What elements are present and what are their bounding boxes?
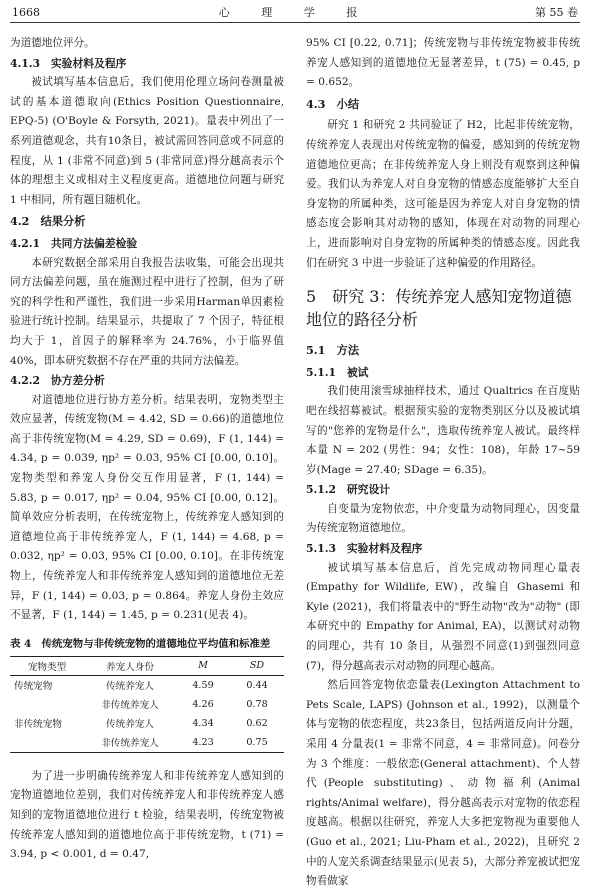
journal-name: 心 理 学 报 xyxy=(218,6,372,19)
section-heading: 5.1 方法 xyxy=(306,343,360,358)
table-cell: 4.59 xyxy=(192,679,214,691)
paragraph: 研究 1 和研究 2 共同验证了 H2，比起非传统宠物，传统养宠人表现出对传统宠物的偏爱，感知到的传统宠物道德地位更高；在非传统养宠人身上则没有观察到这种偏爱。我们认为养宠人对自身宠物的情感态度能够扩大至自身宠物的所属种类，这可能是因为养宠人对自身宠物的情感态度会影响其对动物的感知，体现在对动物的同理心上，进而影响对自身宠物的所属种类的情感态度。因此我们在研究 3 中进一步验证了这种偏爱的作用路径。 xyxy=(306,119,580,269)
page-header xyxy=(10,4,580,23)
volume-number: 第 55 卷 xyxy=(535,6,578,19)
section-heading: 5.1.1 被试 xyxy=(306,365,369,379)
table-cell: 4.34 xyxy=(192,717,214,729)
table-row xyxy=(10,714,284,733)
table-cell xyxy=(10,733,84,753)
column-header: 宠物类型 xyxy=(10,656,84,675)
paragraph: 被试填写基本信息后，首先完成动物同理心量表(Empathy for Wildlife, EW)，改编自 Ghasemi 和 Kyle (2021)，我们将量表中的"野生动物"改为"动物" (即本研究中的 Empathy for Animal, EA)，以测试对动物的同理心，共有 10 条目，从强烈不同意(1)到强烈同意(7)，得分越高表示对动物的同理心越高。 xyxy=(306,561,580,672)
table-cell: 非传统养宠人 xyxy=(84,733,176,753)
column-header: SD xyxy=(230,656,284,675)
paragraph: 为道德地位评分。 xyxy=(10,37,95,49)
column-header: M xyxy=(176,656,230,675)
table-row xyxy=(10,695,284,714)
section-heading: 5.1.3 实验材料及程序 xyxy=(306,542,423,556)
table-cell: 传统养宠人 xyxy=(106,681,154,693)
table-cell: 0.62 xyxy=(246,717,268,729)
study-heading: 5 研究 3：传统养宠人感知宠物道德地位的路径分析 xyxy=(306,287,572,330)
table-row xyxy=(10,675,284,695)
table-cell: 0.75 xyxy=(230,733,284,753)
section-heading: 4.3 小结 xyxy=(306,96,360,111)
table-cell xyxy=(10,695,84,714)
paragraph: 本研究数据全部采用自我报告法收集，可能会出现共同方法偏差问题，虽在施测过程中进行了控制，但为了研究的科学性和严谨性，我们进一步采用Harman单因素检验进行统计控制。结果显示，共提取了 7 个因子，特征根均大于 1，首因子的解释率为 24.76%，小于临界值 40%，即本研究数据不存在严重的共同方法偏差。 xyxy=(10,256,284,367)
table-row xyxy=(10,733,284,753)
table-cell: 非传统养宠人 xyxy=(101,700,159,712)
table-caption: 表 4 传统宠物与非传统宠物的道德地位平均值和标准差 xyxy=(10,637,271,650)
spacer xyxy=(10,753,284,767)
means-table xyxy=(10,656,284,753)
paragraph: 为了进一步明确传统养宠人和非传统养宠人感知到的宠物道德地位差别，我们对传统养宠人和非传统养宠人感知到的宠物道德地位进行 t 检验，结果表明，传统宠物被传统养宠人感知到的道德地位高于非传统宠物，t (71) = 3.94, p < 0.001, d = 0.47, xyxy=(10,769,284,861)
table-cell: 0.78 xyxy=(246,698,268,710)
column-header: 养宠人身份 xyxy=(84,656,176,675)
paragraph: 自变量为宠物依恋，中介变量为动物同理心，因变量为传统宠物道德地位。 xyxy=(306,502,580,535)
section-heading: 5.1.2 研究设计 xyxy=(306,483,391,497)
page-number: 1668 xyxy=(12,6,40,19)
section-heading: 4.2.1 共同方法偏差检验 xyxy=(10,236,138,250)
right-column xyxy=(306,34,580,892)
section-heading: 4.2.2 协方差分析 xyxy=(10,374,105,388)
table-cell: 传统养宠人 xyxy=(106,719,154,731)
table-header-row xyxy=(10,656,284,675)
table-cell: 非传统宠物 xyxy=(14,719,62,731)
table-cell: 4.26 xyxy=(192,698,214,710)
paragraph: 被试填写基本信息后，我们使用伦理立场问卷测量被试的基本道德取向(Ethics Position Questionnaire, EPQ-5) (O'Boyle & Forsyth, 2021)。量表中列出了一系列道德观念，共有10条目，被试需回答同意或不同意的程度，从 1 (非常不同意)到 5 (非常同意)得分越高表示个体的理想主义或相对主义程度更高。道德地位问题与研究 1 中相同，所有题目随机化。 xyxy=(10,76,284,206)
section-heading: 4.2 结果分析 xyxy=(10,214,86,229)
paragraph: 95% CI [0.22, 0.71]；传统宠物与非传统宠物被非传统养宠人感知到的道德地位无显著差异，t (75) = 0.45, p = 0.652。 xyxy=(306,37,580,89)
left-column xyxy=(10,34,284,865)
paragraph: 对道德地位进行协方差分析。结果表明，宠物类型主效应显著，传统宠物(M = 4.42, SD = 0.66)的道德地位高于非传统宠物(M = 4.29, SD = 0.69)，F (1, 144) = 4.34, p = 0.039, ηp² = 0.03, 95% CI [0.00, 0.10]。宠物类型和养宠人身份交互作用显著，F (1, 144) = 5.83, p = 0.017, ηp² = 0.04, 95% CI [0.00, 0.12]。简单效应分析表明，在传统宠物上，传统养宠人感知到的道德地位高于非传统养宠人，F (1, 144) = 4.68, p = 0.032, ηp² = 0.03, 95% CI [0.00, 0.10]。在非传统宠物上，传统养宠人和非传统养宠人感知到的道德地位无差异，F (1, 144) = 0.03, p = 0.864。养宠人身份主效应不显著，F (1, 144) = 1.45, p = 0.231(见表 4)。 xyxy=(10,393,284,622)
paragraph: 然后回答宠物依恋量表(Lexington Attachment to Pets Scale, LAPS) (Johnson et al., 1992)，以测量个体与宠物的依恋程度，共23条目，包括两道反向计分题，采用 4 分量表(1 = 非常不同意，4 = 非常同意)。问卷分为 3 个维度：一般依恋(General attachment)、个人替代(People substituting)、动物福利(Animal rights/Animal welfare)，得分越高表示对宠物的依恋程度越高。根据以往研究，养宠人大多把宠物视为重要他人(Guo et al., 2021; Liu-Pham et al., 2022)，且研究 2 中的人宠关系调查结果显示(见表 5)，大部分养宠被试把宠物看做家 xyxy=(306,679,580,888)
table-cell: 0.44 xyxy=(246,679,268,691)
paragraph: 我们使用滚雪球抽样技术，通过 Qualtrics 在百度贴吧在线招募被试。根据预实验的宠物类别区分以及被试填写的"您养的宠物是什么"，选取传统养宠人被试。最终样本量 N = 202 (男性：94；女性：108)，年龄 17~59 岁(Mage = 27.40; SDage = 6.35)。 xyxy=(306,385,580,476)
table-cell: 4.23 xyxy=(176,733,230,753)
section-heading: 4.1.3 实验材料及程序 xyxy=(10,56,127,70)
table-cell: 传统宠物 xyxy=(14,681,53,693)
